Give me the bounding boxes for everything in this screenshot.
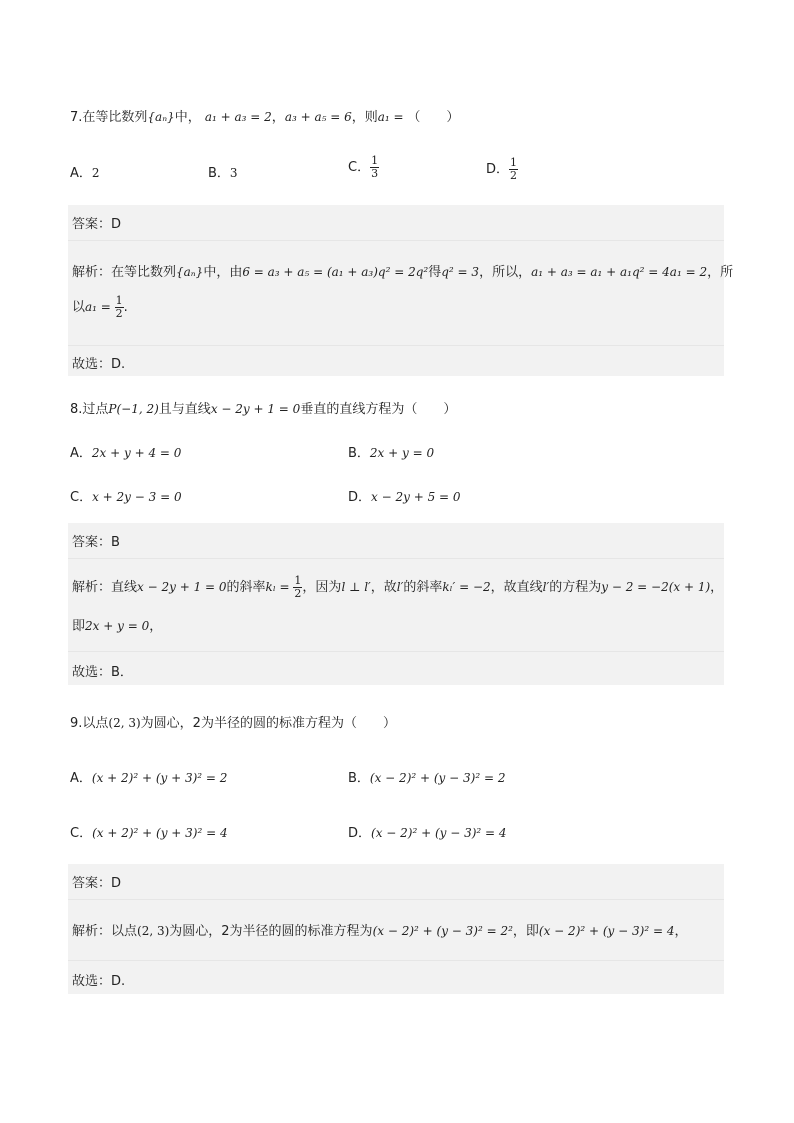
denominator: 2 <box>115 307 123 320</box>
divider <box>68 345 724 346</box>
q7-conclusion: 故选：D. <box>72 357 126 372</box>
q7-cond1: a₁ + a₃ = 2 <box>204 110 272 124</box>
analysis-eq: 6 = a₃ + a₅ = (a₁ + a₃)q² = 2q² <box>242 265 429 279</box>
q8-option-c[interactable] <box>70 486 182 505</box>
divider <box>68 899 724 900</box>
option-label: B． <box>208 166 230 181</box>
analysis-text: ，故 <box>370 580 397 595</box>
denominator: 2 <box>510 169 518 182</box>
denominator: 3 <box>371 167 379 180</box>
analysis-text: ，即 <box>512 924 539 939</box>
analysis-eq: (x − 2)² + (y − 3)² = 2² <box>372 924 513 938</box>
q9-stem-text: 9.以点 <box>70 716 109 731</box>
analysis-text: ，所 <box>707 265 734 280</box>
option-value: (x + 2)² + (y + 3)² = 4 <box>92 826 228 840</box>
q7-answer-box <box>68 205 734 376</box>
analysis-eq: kₗ = <box>265 580 294 594</box>
q8-option-a[interactable] <box>70 442 181 461</box>
divider <box>68 558 724 559</box>
analysis-eq: a₁ = <box>85 300 115 314</box>
analysis-text: . <box>123 300 128 315</box>
option-label: B． <box>348 446 370 461</box>
q9-option-d[interactable] <box>348 822 507 841</box>
analysis-eq: a₁ + a₃ = a₁ + a₁q² = 4a₁ = 2 <box>531 265 708 279</box>
q7-option-d[interactable] <box>486 157 518 182</box>
q9-stem <box>70 712 396 731</box>
q9-analysis-line1 <box>72 920 687 939</box>
fraction <box>370 155 379 180</box>
q8-option-b[interactable] <box>348 442 434 461</box>
q9-point: (2, 3) <box>108 716 141 730</box>
analysis-text: 解析：以点 <box>72 924 138 939</box>
option-value: 2x + y = 0 <box>369 446 435 460</box>
q9-answer: 答案：D <box>72 876 122 891</box>
option-label: B． <box>348 771 370 786</box>
analysis-eq: (2, 3) <box>137 924 170 938</box>
analysis-text: 的方程为 <box>549 580 602 595</box>
q8-point: P(−1, 2) <box>108 402 159 416</box>
analysis-eq: (x − 2)² + (y − 3)² = 4 <box>538 924 675 938</box>
analysis-eq: kₗ′ = −2 <box>442 580 491 594</box>
option-label: A． <box>70 771 92 786</box>
q8-analysis-line2 <box>72 615 162 634</box>
q7-option-b[interactable] <box>208 162 238 181</box>
q9-answer-box <box>68 864 724 994</box>
analysis-text: 以 <box>72 300 86 315</box>
divider <box>68 240 724 241</box>
option-label: D． <box>348 490 372 505</box>
option-value: (x − 2)² + (y − 3)² = 2 <box>369 771 506 785</box>
analysis-text: 的斜率 <box>226 580 266 595</box>
q7-paren: （ ） <box>407 110 460 125</box>
analysis-eq: q² = 3 <box>441 265 480 279</box>
option-label: C． <box>348 160 371 175</box>
analysis-eq: 2x + y = 0 <box>85 619 150 633</box>
q7-then: ，则 <box>351 110 378 125</box>
divider <box>68 960 724 961</box>
numerator: 1 <box>115 294 123 307</box>
analysis-text: ，因为 <box>302 580 342 595</box>
q9-option-b[interactable] <box>348 767 505 786</box>
option-value: 2 <box>91 166 100 180</box>
analysis-text: ， <box>149 619 163 634</box>
option-value: (x − 2)² + (y − 3)² = 4 <box>371 826 507 840</box>
q9-conclusion: 故选：D. <box>72 974 126 989</box>
q8-conclusion: 故选：B． <box>72 665 133 680</box>
analysis-seq: {aₙ} <box>176 265 204 279</box>
option-label: D． <box>486 162 510 177</box>
q7-option-a[interactable] <box>70 162 100 181</box>
q8-stem-mid: 且与直线 <box>158 402 211 417</box>
q7-answer: 答案：D <box>72 217 122 232</box>
divider <box>68 651 724 652</box>
analysis-text: ，所以， <box>479 265 532 280</box>
q7-cond2: a₃ + a₅ = 6 <box>284 110 352 124</box>
analysis-text: ， <box>674 924 688 939</box>
option-value: (x + 2)² + (y + 3)² = 2 <box>91 771 228 785</box>
option-label: A． <box>70 446 92 461</box>
q7-analysis-line1 <box>72 261 733 280</box>
numerator: 1 <box>294 574 302 587</box>
analysis-text: 即 <box>72 619 86 634</box>
q9-option-a[interactable] <box>70 767 227 786</box>
option-value: 2x + y + 4 = 0 <box>91 446 182 460</box>
q7-ask: a₁ = <box>377 110 408 124</box>
fraction <box>115 295 124 320</box>
analysis-text: 中，由 <box>203 265 243 280</box>
fraction <box>509 157 518 182</box>
q8-answer-box <box>68 523 724 685</box>
option-value: 3 <box>229 166 238 180</box>
analysis-text: 解析：在等比数列 <box>72 265 177 280</box>
analysis-eq: y − 2 = −2(x + 1) <box>601 580 711 594</box>
analysis-text: 解析：直线 <box>72 580 138 595</box>
denominator: 2 <box>294 587 302 600</box>
q8-stem-text: 8.过点 <box>70 402 109 417</box>
q9-stem-end: 为圆心，2为半径的圆的标准方程为（ ） <box>140 716 396 731</box>
option-label: C． <box>70 826 93 841</box>
numerator: 1 <box>371 154 379 167</box>
q7-stem-text: 7.在等比数列 <box>70 110 148 125</box>
q7-analysis-line2 <box>72 295 128 320</box>
option-label: D． <box>348 826 372 841</box>
analysis-eq: x − 2y + 1 = 0 <box>137 580 227 594</box>
analysis-eq: l′ <box>396 580 404 594</box>
q8-stem <box>70 398 456 417</box>
q7-stem-mid: 中， <box>174 110 201 125</box>
analysis-text: ，故直线 <box>490 580 543 595</box>
analysis-text: 的斜率 <box>403 580 443 595</box>
q8-line: x − 2y + 1 = 0 <box>210 402 301 416</box>
q8-option-d[interactable] <box>348 486 461 505</box>
q9-option-c[interactable] <box>70 822 228 841</box>
q8-answer: 答案：B <box>72 535 120 550</box>
q8-analysis-line1 <box>72 575 723 600</box>
option-label: A． <box>70 166 92 181</box>
analysis-text: 得 <box>428 265 442 280</box>
numerator: 1 <box>510 156 518 169</box>
q7-option-c[interactable] <box>348 155 379 180</box>
analysis-eq: l′ <box>542 580 550 594</box>
option-value: x + 2y − 3 = 0 <box>92 490 182 504</box>
analysis-eq: l ⊥ l′ <box>341 580 371 594</box>
analysis-text: 为圆心，2为半径的圆的标准方程为 <box>169 924 373 939</box>
option-value: x − 2y + 5 = 0 <box>371 490 461 504</box>
q8-stem-end: 垂直的直线方程为（ ） <box>300 402 457 417</box>
option-label: C． <box>70 490 93 505</box>
analysis-text: ， <box>710 580 724 595</box>
q7-stem: 7.在等比数列{aₙ}中， a₁ + a₃ = 2，a₃ + a₅ = 6，则a₁ = （ ） <box>70 110 460 125</box>
q7-seq: {aₙ} <box>147 110 175 124</box>
